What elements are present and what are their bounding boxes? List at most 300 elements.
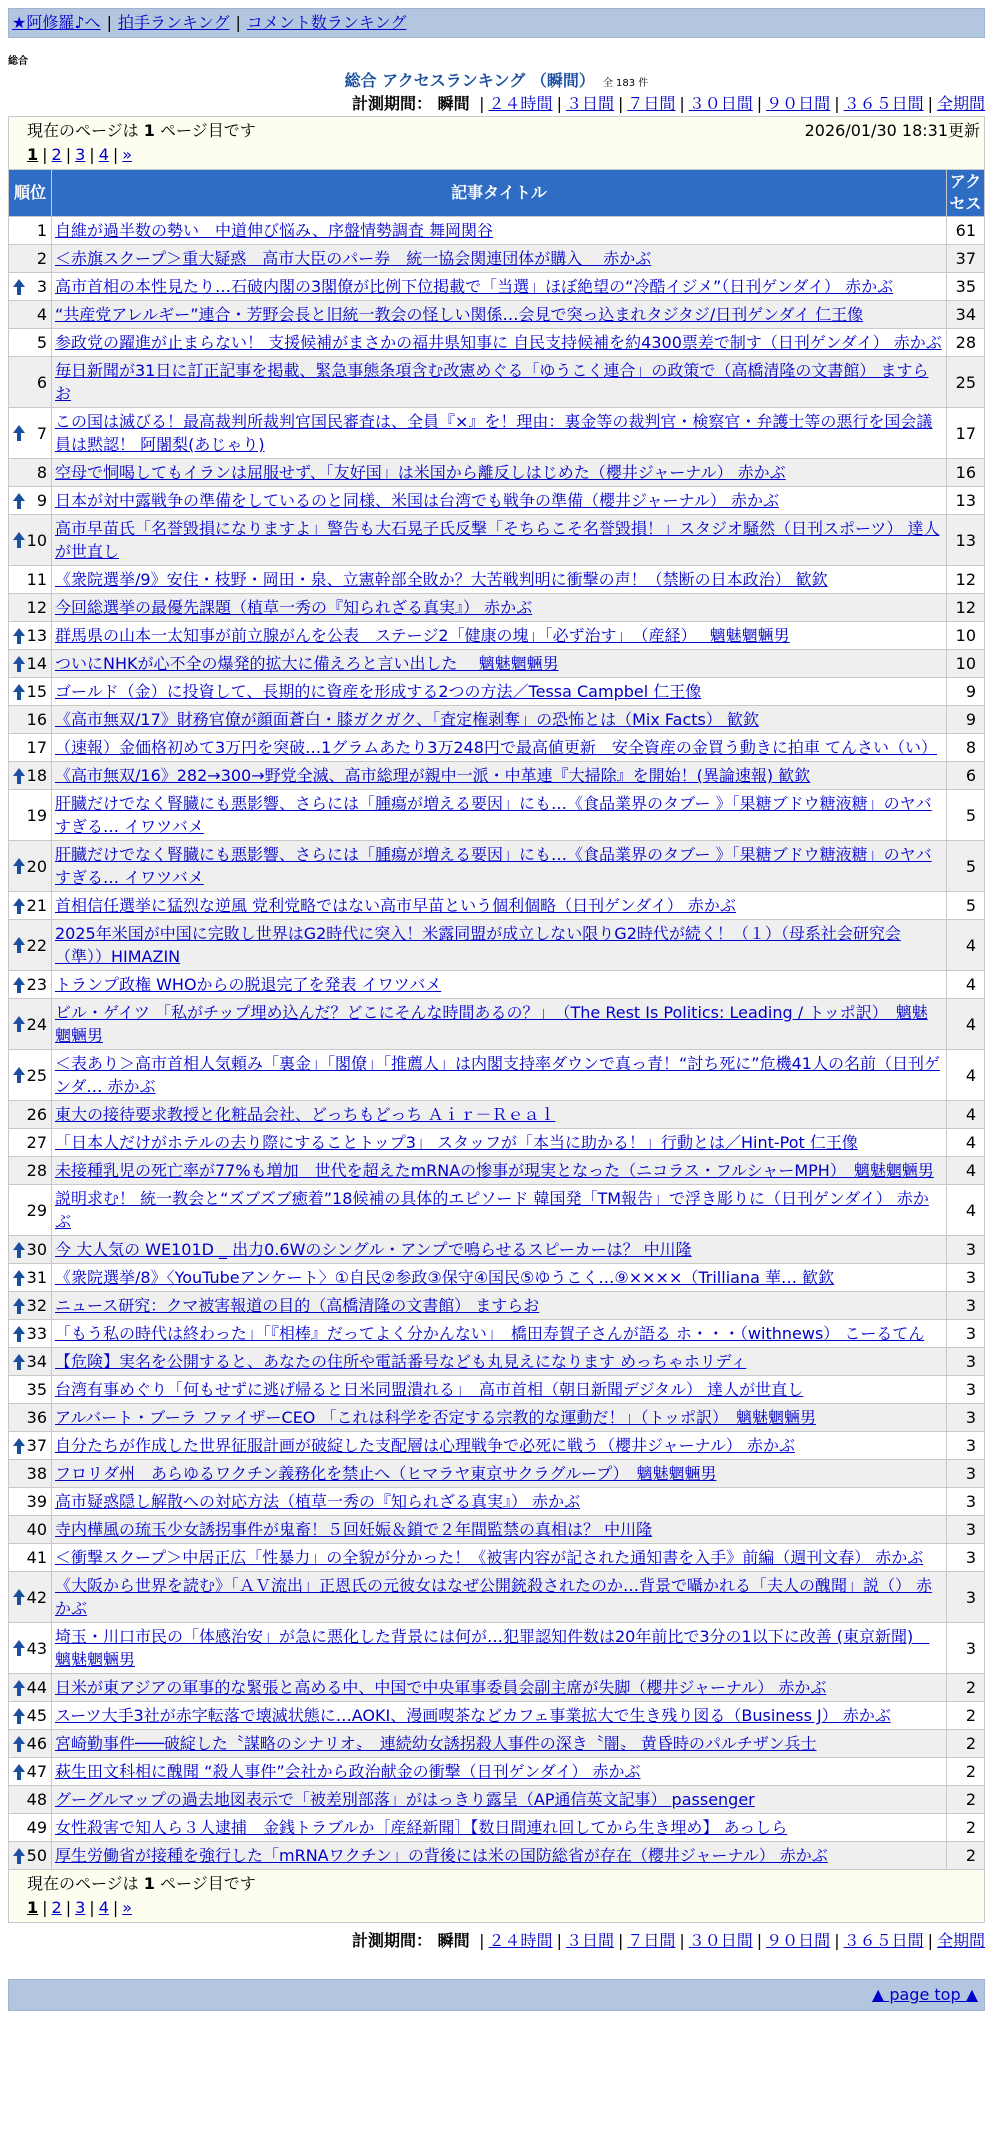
- article-link[interactable]: ビル・ゲイツ 「私がチップ埋め込んだ？どこにそんな時間あるの？」 （The Rest Is Politics: Leading / トッポ訳） 魑魅魍魎男: [55, 1003, 928, 1045]
- period-link[interactable]: ９０日間: [766, 94, 831, 113]
- article-link[interactable]: 埼玉・川口市民の「体感治安」が急に悪化した背景には何が…犯罪認知件数は20年前比で3分の1以下に改善 (東京新聞) 魑魅魍魎男: [55, 1627, 930, 1669]
- article-link[interactable]: ＜赤旗スクープ＞重大疑惑 高市大臣のパー券 統一協会関連団体が購入 赤かぶ: [55, 249, 652, 268]
- access-count: 3: [947, 1404, 985, 1432]
- rank-number: 21: [26, 896, 47, 915]
- title-cell: [52, 594, 947, 622]
- rank-up-arrow-icon: [12, 626, 26, 646]
- rank-up-arrow-icon: [12, 1734, 26, 1754]
- rank-cell: [9, 566, 52, 594]
- article-link[interactable]: 今 大人気の WE101D _ 出力0.6Wのシングル・アンプで鳴らせるスピーカーは？ 中川隆: [55, 1240, 692, 1259]
- rank-number: 45: [26, 1706, 47, 1725]
- article-link[interactable]: 【危険】実名を公開すると、あなたの住所や電話番号なども丸見えになります めっちゃホリディ: [55, 1352, 747, 1371]
- rank-cell: [9, 734, 52, 762]
- rank-cell: [9, 1404, 52, 1432]
- rank-up-arrow-icon: [12, 1436, 26, 1456]
- period-link[interactable]: ３０日間: [688, 1931, 753, 1950]
- access-count: 12: [947, 594, 985, 622]
- rank-number: 12: [26, 598, 47, 617]
- article-link[interactable]: 今回総選挙の最優先課題（植草一秀の『知られざる真実』） 赤かぶ: [55, 598, 533, 617]
- article-link[interactable]: 高市疑惑隠し解散への対応方法（植草一秀の『知られざる真実』） 赤かぶ: [55, 1492, 581, 1511]
- article-link[interactable]: 未接種乳児の死亡率が77%も増加 世代を超えたmRNAの惨事が現実となった（ニコラス・フルシャーMPH） 魑魅魍魎男: [55, 1161, 934, 1180]
- article-link[interactable]: 自分たちが作成した世界征服計画が破綻した支配層は心理戦争で必死に戦う（櫻井ジャーナル） 赤かぶ: [55, 1436, 795, 1455]
- article-link[interactable]: 萩生田文科相に醜聞 “殺人事件”会社から政治献金の衝撃（日刊ゲンダイ） 赤かぶ: [55, 1762, 641, 1781]
- title-cell: [52, 1730, 947, 1758]
- period-link[interactable]: ９０日間: [766, 1931, 831, 1950]
- rank-cell: [9, 920, 52, 971]
- period-link[interactable]: ３６５日間: [843, 94, 924, 113]
- title-cell: [52, 892, 947, 920]
- access-count: 10: [947, 650, 985, 678]
- period-link[interactable]: ３日間: [565, 94, 614, 113]
- period-link[interactable]: 全期間: [936, 94, 985, 113]
- access-count: 4: [947, 1050, 985, 1101]
- access-count: 3: [947, 1292, 985, 1320]
- ranking-row: [9, 1320, 985, 1348]
- ranking-row: [9, 1544, 985, 1572]
- access-count: 37: [947, 245, 985, 273]
- rank-number: 5: [36, 333, 47, 352]
- pager-links: [27, 1896, 978, 1920]
- title-cell: [52, 1292, 947, 1320]
- article-link[interactable]: この国は滅びる！最高裁判所裁判官国民審査は、全員『×』を！理由：裏金等の裁判官・検察官・弁護士等の悪行を国会議員は黙認！ 阿闍梨(あじゃり): [55, 412, 933, 454]
- ranking-row: [9, 1730, 985, 1758]
- title-cell: [52, 790, 947, 841]
- article-link[interactable]: 台湾有事めぐり「何もせずに逃げ帰ると日米同盟潰れる」 高市首相（朝日新聞デジタル） 達人が世直し: [55, 1380, 804, 1399]
- article-link[interactable]: 《衆院選挙/9》安住・枝野・岡田・泉、立憲幹部全敗か？大苦戦判明に衝撃の声！（禁断の日本政治） 歓欽: [55, 570, 828, 589]
- rank-number: 47: [26, 1762, 47, 1781]
- rank-cell: [9, 1050, 52, 1101]
- rank-cell: [9, 273, 52, 301]
- pager-current-page: 1: [27, 145, 39, 164]
- rank-number: 28: [26, 1161, 47, 1180]
- rank-up-arrow-icon: [12, 1324, 26, 1344]
- title-cell: [52, 217, 947, 245]
- access-count: 8: [947, 734, 985, 762]
- article-link[interactable]: （速報）金価格初めて3万円を突破…1グラムあたり3万248円で最高値更新 安全資産の金買う動きに拍車 てんさい（い）: [55, 738, 938, 757]
- ranking-row: [9, 920, 985, 971]
- access-count: 61: [947, 217, 985, 245]
- pager-current-page: 1: [27, 1898, 39, 1917]
- rank-number: 13: [26, 626, 47, 645]
- article-link[interactable]: ゴールド（金）に投資して、長期的に資産を形成する2つの方法／Tessa Campbel 仁王像: [55, 682, 702, 701]
- rank-up-arrow-icon: [12, 1706, 26, 1726]
- pager-separator: |: [112, 145, 119, 164]
- ranking-row: [9, 1292, 985, 1320]
- access-count: 28: [947, 329, 985, 357]
- rank-up-arrow-icon: [12, 682, 26, 702]
- pager-next-link[interactable]: »: [122, 145, 133, 164]
- rank-number: 14: [26, 654, 47, 673]
- rank-cell: [9, 1842, 52, 1870]
- title-cell: [52, 1129, 947, 1157]
- rank-number: 37: [26, 1436, 47, 1455]
- title-cell: [52, 1460, 947, 1488]
- rank-number: 33: [26, 1324, 47, 1343]
- pager-status-page: 1: [143, 1874, 155, 1893]
- article-link[interactable]: 宮崎勤事件───破綻した〝謀略のシナリオ〟 連続幼女誘拐殺人事件の深き〝闇〟 黄昏時のパルチザン兵士: [55, 1734, 817, 1753]
- title-cell: [52, 1516, 947, 1544]
- ranking-row: [9, 1185, 985, 1236]
- article-link[interactable]: 首相信任選挙に猛烈な逆風 党利党略ではない高市早苗という個利個略（日刊ゲンダイ） 赤かぶ: [55, 896, 736, 915]
- period-link[interactable]: ７日間: [627, 1931, 676, 1950]
- article-link[interactable]: 参政党の躍進が止まらない！ 支援候補がまさかの福井県知事に 自民支持候補を約4300票差で制す（日刊ゲンダイ） 赤かぶ: [55, 333, 942, 352]
- rank-cell: [9, 1488, 52, 1516]
- title-cell: [52, 706, 947, 734]
- title-cell: [52, 1157, 947, 1185]
- rank-number: 3: [36, 277, 47, 296]
- period-separator: |: [927, 1931, 933, 1950]
- access-count: 3: [947, 1460, 985, 1488]
- access-count: 3: [947, 1572, 985, 1623]
- nav-home-link[interactable]: ★阿修羅♪へ: [12, 13, 101, 32]
- access-count: 3: [947, 1516, 985, 1544]
- ranking-row: [9, 762, 985, 790]
- ranking-row: [9, 566, 985, 594]
- pager-status-page: 1: [143, 121, 155, 140]
- rank-up-arrow-icon: [12, 423, 26, 443]
- rank-cell: [9, 1572, 52, 1623]
- title-cell: [52, 273, 947, 301]
- pager-status-suffix: ページ目です: [154, 1874, 256, 1893]
- article-link[interactable]: 自維が過半数の勢い 中道伸び悩み、序盤情勢調査 舞岡関谷: [55, 221, 494, 240]
- ranking-row: [9, 1101, 985, 1129]
- rank-up-arrow-icon: [12, 491, 26, 511]
- title-cell: [52, 1488, 947, 1516]
- ranking-row: [9, 357, 985, 408]
- title-cell: [52, 1572, 947, 1623]
- rank-cell: [9, 1236, 52, 1264]
- ranking-row: [9, 650, 985, 678]
- pager-page-link[interactable]: 2: [51, 1898, 62, 1917]
- title-cell: [52, 1050, 947, 1101]
- rank-up-arrow-icon: [12, 1638, 26, 1658]
- period-link[interactable]: ２４時間: [488, 1931, 553, 1950]
- article-link[interactable]: ついにNHKが心不全の爆発的拡大に備えろと言い出した 魑魅魍魎男: [55, 654, 559, 673]
- access-count: 2: [947, 1842, 985, 1870]
- ranking-row: [9, 217, 985, 245]
- pager-separator: |: [42, 1898, 48, 1917]
- pager-status-suffix: ページ目です: [154, 121, 256, 140]
- access-count: 9: [947, 706, 985, 734]
- article-link[interactable]: 2025年米国が中国に完敗し世界はG2時代に突入！米露同盟が成立しない限りG2時代が続く！（１）（母系社会研究会（準））HIMAZIN: [55, 924, 901, 966]
- rank-up-arrow-icon: [12, 1065, 26, 1085]
- ranking-row: [9, 841, 985, 892]
- ranking-row: [9, 622, 985, 650]
- period-link[interactable]: ３０日間: [688, 94, 753, 113]
- rank-up-arrow-icon: [12, 766, 26, 786]
- rank-number: 42: [26, 1587, 47, 1607]
- access-count: 5: [947, 841, 985, 892]
- title-cell: [52, 762, 947, 790]
- rank-up-arrow-icon: [12, 856, 26, 876]
- article-link[interactable]: 日米が東アジアの軍事的な緊張と高める中、中国で中央軍事委員会副主席が失脚（櫻井ジャーナル） 赤かぶ: [55, 1678, 827, 1697]
- article-link[interactable]: 肝臓だけでなく腎臓にも悪影響、さらには「腫瘍が増える要因」にも…《食品業界のタブー 》「果糖ブドウ糖液糖」のヤバすぎる… イワツバメ: [55, 794, 932, 836]
- footer-bar: [8, 1979, 985, 2011]
- article-link[interactable]: 説明求む！ 統一教会と“ズブズブ癒着”18候補の具体的エピソード 韓国発「TM報告」で浮き彫りに（日刊ゲンダイ） 赤かぶ: [55, 1189, 929, 1231]
- period-link[interactable]: ３６５日間: [843, 1931, 924, 1950]
- title-cell: [52, 566, 947, 594]
- article-link[interactable]: 女性殺害で知人ら３人逮捕 金銭トラブルか［産経新聞］【数日間連れ回してから生き埋め】 あっしら: [55, 1818, 788, 1837]
- rank-number: 36: [26, 1408, 47, 1427]
- pager-bottom: [8, 1870, 985, 1923]
- article-link[interactable]: アルバート・ブーラ ファイザーCEO 「これは科学を否定する宗教的な運動だ！」（トッポ訳） 魑魅魍魎男: [55, 1408, 817, 1427]
- title-cell: [52, 650, 947, 678]
- ranking-row: [9, 459, 985, 487]
- ranking-row: [9, 301, 985, 329]
- article-link[interactable]: 寺内樺風の琉玉少女誘拐事件が鬼畜！５回妊娠＆鎖で２年間監禁の真相は？ 中川隆: [55, 1520, 653, 1539]
- pager-separator: |: [65, 145, 72, 164]
- period-link[interactable]: ２４時間: [488, 94, 553, 113]
- pager-status-text: 現在のページは: [27, 1874, 144, 1893]
- title-cell: [52, 971, 947, 999]
- rank-number: 26: [26, 1105, 47, 1124]
- rank-number: 31: [26, 1268, 47, 1287]
- article-link[interactable]: “共産党アレルギー”連合・芳野会長と旧統一教会の怪しい関係…会見で突っ込まれタジタジ/日刊ゲンダイ 仁王像: [55, 305, 864, 324]
- article-link[interactable]: ＜表あり＞高市首相人気頼み「裏金」「閣僚」「推薦人」は内閣支持率ダウンで真っ青！“討ち死に”危機41人の名前（日刊ゲンダ… 赤かぶ: [55, 1054, 940, 1096]
- access-count: 2: [947, 1730, 985, 1758]
- access-count: 2: [947, 1758, 985, 1786]
- ranking-row: [9, 1236, 985, 1264]
- pager-separator: |: [89, 1898, 95, 1917]
- title-cell: [52, 487, 947, 515]
- rank-number: 44: [26, 1678, 47, 1697]
- title-cell: [52, 1842, 947, 1870]
- access-count: 3: [947, 1320, 985, 1348]
- rank-up-arrow-icon: [12, 1846, 26, 1866]
- rank-number: 38: [26, 1464, 47, 1483]
- ranking-row: [9, 594, 985, 622]
- title-cell: [52, 459, 947, 487]
- ranking-row: [9, 1129, 985, 1157]
- access-count: 13: [947, 515, 985, 566]
- rank-up-arrow-icon: [12, 530, 26, 550]
- access-count: 25: [947, 357, 985, 408]
- title-cell: [52, 1623, 947, 1674]
- access-count: 6: [947, 762, 985, 790]
- rank-cell: [9, 487, 52, 515]
- ranking-row: [9, 1264, 985, 1292]
- article-link[interactable]: 高市首相の本性見たり…石破内閣の3閣僚が比例下位掲載で「当選」ほぼ絶望の“冷酷イジメ”（日刊ゲンダイ） 赤かぶ: [55, 277, 894, 296]
- access-header: アクセス: [947, 170, 985, 217]
- rank-cell: [9, 1702, 52, 1730]
- nav-separator: |: [106, 13, 112, 32]
- pager-page-link[interactable]: 4: [98, 145, 109, 164]
- article-link[interactable]: 肝臓だけでなく腎臓にも悪影響、さらには「腫瘍が増える要因」にも…《食品業界のタブー 》「果糖ブドウ糖液糖」のヤバすぎる… イワツバメ: [55, 845, 932, 887]
- rank-cell: [9, 1157, 52, 1185]
- rank-cell: [9, 1129, 52, 1157]
- ranking-row: [9, 1842, 985, 1870]
- period-label: 計測期間：: [351, 94, 432, 113]
- ranking-row: [9, 1432, 985, 1460]
- rank-number: 29: [26, 1200, 47, 1220]
- period-separator: |: [756, 94, 763, 113]
- title-cell: [52, 1264, 947, 1292]
- rank-cell: [9, 1516, 52, 1544]
- pager-page-link[interactable]: 2: [51, 145, 62, 164]
- rank-cell: [9, 329, 52, 357]
- article-link[interactable]: 群馬県の山本一太知事が前立腺がんを公表 ステージ2「健康の塊」「必ず治す」 （産経） 魑魅魍魎男: [55, 626, 790, 645]
- article-link[interactable]: フロリダ州 あらゆるワクチン義務化を禁止へ（ヒマラヤ東京サクラグループ） 魑魅魍魎男: [55, 1464, 717, 1483]
- access-count: 2: [947, 1702, 985, 1730]
- pager-page-link[interactable]: 3: [75, 145, 86, 164]
- title-cell: [52, 1432, 947, 1460]
- access-count: 13: [947, 487, 985, 515]
- article-link[interactable]: 厚生労働省が接種を強行した「mRNAワクチン」の背後には米の国防総省が存在（櫻井ジャーナル） 赤かぶ: [55, 1846, 828, 1865]
- ranking-row: [9, 1702, 985, 1730]
- ranking-row: [9, 1623, 985, 1674]
- access-count: 16: [947, 459, 985, 487]
- ranking-row: [9, 892, 985, 920]
- title-cell: [52, 245, 947, 273]
- article-link[interactable]: スーツ大手3社が赤字転落で壊滅状態に…AOKI、漫画喫茶などカフェ事業拡大で生き残り図る（Business J） 赤かぶ: [55, 1706, 891, 1725]
- article-link[interactable]: 《衆院選挙/8》〈YouTubeアンケート〉①自民②参政③保守④国民⑤ゆうこく…⑨××××（Trilliana 華… 歓欽: [55, 1268, 835, 1287]
- access-count: 3: [947, 1432, 985, 1460]
- rank-cell: [9, 892, 52, 920]
- rank-number: 7: [36, 423, 47, 443]
- ranking-row: [9, 1157, 985, 1185]
- ranking-row: [9, 245, 985, 273]
- article-link[interactable]: 《高市無双/16》282→300→野党全滅、高市総理が親中一派・中革連『大掃除』を開始！(異論速報) 歓欽: [55, 766, 811, 785]
- title-cell: [52, 734, 947, 762]
- ranking-row: [9, 1460, 985, 1488]
- rank-number: 41: [26, 1548, 47, 1567]
- article-link[interactable]: 日本が対中露戦争の準備をしているのと同様、米国は台湾でも戦争の準備（櫻井ジャーナル） 赤かぶ: [55, 491, 779, 510]
- pager-separator: |: [89, 145, 95, 164]
- rank-cell: [9, 971, 52, 999]
- article-link[interactable]: 高市早苗氏「名誉毀損になりますよ」警告も大石晃子氏反撃「そちらこそ名誉毀損！」スタジオ騒然（日刊スポーツ） 達人が世直し: [55, 519, 940, 561]
- access-count: 12: [947, 566, 985, 594]
- title-header: 記事タイトル: [52, 170, 947, 217]
- period-link[interactable]: ３日間: [565, 1931, 614, 1950]
- ranking-row: [9, 1488, 985, 1516]
- rank-number: 19: [26, 805, 47, 825]
- title-cell: [52, 1404, 947, 1432]
- ranking-table: [8, 169, 985, 1870]
- access-count: 4: [947, 1129, 985, 1157]
- ranking-row: [9, 734, 985, 762]
- access-count: 4: [947, 1157, 985, 1185]
- ranking-row: [9, 1786, 985, 1814]
- pager-page-link[interactable]: 4: [98, 1898, 109, 1917]
- access-count: 4: [947, 1185, 985, 1236]
- ranking-heading: [8, 70, 985, 92]
- rank-cell: [9, 762, 52, 790]
- pager-page-link[interactable]: 3: [75, 1898, 86, 1917]
- title-cell: [52, 1544, 947, 1572]
- rank-number: 40: [26, 1520, 47, 1539]
- article-link[interactable]: 東大の接待要求教授と化粧品会社、どっちもどっち Ａｉｒ－Ｒｅａｌ: [55, 1105, 556, 1124]
- period-separator: |: [679, 1931, 685, 1950]
- rank-cell: [9, 1264, 52, 1292]
- period-separator: |: [556, 94, 562, 113]
- ranking-row: [9, 999, 985, 1050]
- title-cell: [52, 357, 947, 408]
- rank-cell: [9, 1623, 52, 1674]
- article-link[interactable]: トランプ政権 WHOからの脱退完了を発表 イワツバメ: [55, 975, 442, 994]
- ranking-row: [9, 790, 985, 841]
- rank-cell: [9, 1544, 52, 1572]
- article-link[interactable]: 「もう私の時代は終わった」「『相棒』だってよく分かんない」 橋田寿賀子さんが語る ホ・・・（withnews） こーるてん: [55, 1324, 925, 1343]
- rank-up-arrow-icon: [12, 1587, 26, 1607]
- rank-cell: [9, 515, 52, 566]
- access-count: 34: [947, 301, 985, 329]
- rank-up-arrow-icon: [12, 1296, 26, 1316]
- article-link[interactable]: ＜衝撃スクープ＞中居正広「性暴力」の全貌が分かった！《被害内容が記された通知書を入手》前編（週刊文春） 赤かぶ: [55, 1548, 924, 1567]
- article-link[interactable]: ニュース研究：クマ被害報道の目的（高橋清隆の文書館） ますらお: [55, 1296, 540, 1315]
- title-cell: [52, 920, 947, 971]
- pager-separator: |: [65, 1898, 72, 1917]
- rank-number: 30: [26, 1240, 47, 1259]
- rank-header: 順位: [9, 170, 52, 217]
- article-link[interactable]: 《大阪から世界を読む》「ＡＶ流出」正恩氏の元彼女はなぜ公開銃殺されたのか…背景で囁かれる「夫人の醜聞」説（） 赤かぶ: [55, 1576, 933, 1618]
- period-link[interactable]: ７日間: [627, 94, 676, 113]
- pager-status: [27, 1872, 978, 1896]
- page-top-link[interactable]: ▲ page top ▲: [871, 1985, 978, 2004]
- ranking-row: [9, 1674, 985, 1702]
- article-link[interactable]: 「日本人だけがホテルの去り際にすることトップ3」 スタッフが「本当に助かる！」行動とは／Hint-Pot 仁王像: [55, 1133, 858, 1152]
- nav-applause-ranking-link[interactable]: 拍手ランキング: [117, 13, 230, 32]
- period-separator: |: [479, 1931, 485, 1950]
- pager-separator: |: [112, 1898, 119, 1917]
- rank-cell: [9, 841, 52, 892]
- rank-cell: [9, 594, 52, 622]
- article-link[interactable]: グーグルマップの過去地図表示で「被差別部落」がはっきり露呈（AP通信英文記事） passenger: [55, 1790, 755, 1809]
- rank-cell: [9, 217, 52, 245]
- rank-up-arrow-icon: [12, 1268, 26, 1288]
- nav-separator: |: [235, 13, 241, 32]
- access-count: 2: [947, 1674, 985, 1702]
- period-separator: |: [679, 94, 685, 113]
- rank-number: 43: [26, 1638, 47, 1658]
- access-count: 35: [947, 273, 985, 301]
- title-cell: [52, 1674, 947, 1702]
- period-selector: [8, 92, 985, 116]
- access-count: 3: [947, 1348, 985, 1376]
- rank-up-arrow-icon: [12, 896, 26, 916]
- ranking-row: [9, 1572, 985, 1623]
- access-count: 2: [947, 1814, 985, 1842]
- rank-cell: [9, 408, 52, 459]
- ranking-row: [9, 1516, 985, 1544]
- pager-next-link[interactable]: »: [122, 1898, 133, 1917]
- nav-comment-ranking-link[interactable]: コメント数ランキング: [246, 13, 407, 32]
- rank-cell: [9, 650, 52, 678]
- rank-number: 48: [26, 1790, 47, 1809]
- period-link[interactable]: 全期間: [936, 1931, 985, 1950]
- access-count: 3: [947, 1376, 985, 1404]
- period-separator: |: [617, 1931, 624, 1950]
- access-count: 3: [947, 1488, 985, 1516]
- rank-number: 25: [26, 1065, 47, 1085]
- access-count: 17: [947, 408, 985, 459]
- rank-up-arrow-icon: [12, 1678, 26, 1698]
- rank-number: 39: [26, 1492, 47, 1511]
- rank-cell: [9, 622, 52, 650]
- rank-cell: [9, 1348, 52, 1376]
- ranking-row: [9, 1814, 985, 1842]
- title-cell: [52, 841, 947, 892]
- article-link[interactable]: 空母で恫喝してもイランは屈服せず、「友好国」は米国から離反しはじめた（櫻井ジャーナル） 赤かぶ: [55, 463, 786, 482]
- period-label: 計測期間：: [351, 1931, 432, 1950]
- ranking-row: [9, 1758, 985, 1786]
- article-link[interactable]: 毎日新聞が31日に訂正記事を掲載、緊急事態条項含む改憲めぐる「ゆうこく連合」の政策で（高橋清隆の文書館） ますらお: [55, 361, 929, 403]
- article-link[interactable]: 《高市無双/17》財務官僚が顔面蒼白・膝ガクガク、「査定権剥奪」の恐怖とは（Mix Facts） 歓欽: [55, 710, 759, 729]
- rank-cell: [9, 357, 52, 408]
- updated-timestamp: 2026/01/30 18:31更新: [804, 121, 980, 140]
- access-count: 3: [947, 1623, 985, 1674]
- period-separator: |: [834, 94, 840, 113]
- title-cell: [52, 1786, 947, 1814]
